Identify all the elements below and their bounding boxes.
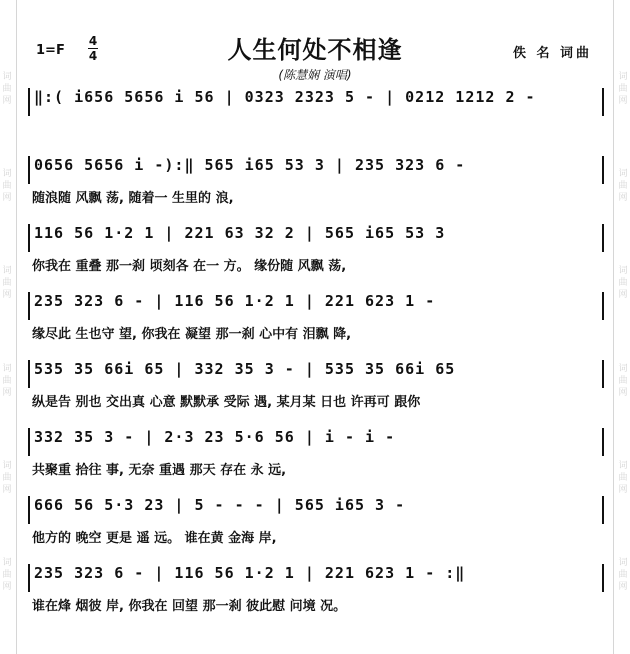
lyrics-line: 随浪随 风飘 荡, 随着一 生里的 浪,	[32, 191, 234, 205]
right-watermark	[616, 40, 630, 624]
notation-line: 666 56 5·3 23 | 5 - - - | 565 i65 3 -	[34, 496, 406, 514]
time-signature-top: 4	[88, 34, 98, 48]
lyrics-line: 你我在 重叠 那一刹 顷刻各 在一 方。 缘份随 风飘 荡,	[32, 259, 347, 273]
lyrics-line: 共聚重 拾往 事, 无奈 重遇 那天 存在 永 远,	[32, 463, 287, 477]
watermark-text: 词曲网	[618, 460, 628, 495]
notation-line: 116 56 1·2 1 | 221 63 32 2 | 565 i65 53 3	[34, 224, 446, 242]
notation-line: 235 323 6 - | 116 56 1·2 1 | 221 623 1 - :‖	[34, 564, 466, 582]
author-credit: 佚 名 词曲	[512, 46, 592, 61]
notation-line: 0656 5656 i -):‖ 565 i65 53 3 | 235 323 6 -	[34, 156, 466, 174]
score-system	[28, 564, 604, 618]
lyrics-line: 他方的 晚空 更是 遥 远。 谁在黄 金海 岸,	[32, 531, 277, 545]
score-system	[28, 360, 604, 414]
key-signature: 1=F	[36, 43, 65, 58]
lyrics-line: 缘尽此 生也守 望, 你我在 凝望 那一刹 心中有 泪飘 降,	[32, 327, 352, 341]
watermark-text: 词曲网	[2, 363, 12, 398]
watermark-text: 词曲网	[2, 71, 12, 106]
lyrics-line: 谁在烽 烟彼 岸, 你我在 回望 那一刹 彼此慰 问境 况。	[32, 599, 347, 613]
watermark-text: 词曲网	[618, 558, 628, 593]
watermark-text: 词曲网	[618, 168, 628, 203]
score-system	[28, 156, 604, 210]
notation-line: 535 35 66i 65 | 332 35 3 - | 535 35 66i 65	[34, 360, 456, 378]
score-system	[28, 88, 604, 142]
score-system	[28, 428, 604, 482]
score-system	[28, 292, 604, 346]
lyrics-line	[28, 119, 604, 137]
watermark-text: 词曲网	[2, 168, 12, 203]
watermark-text: 词曲网	[618, 363, 628, 398]
performer-credit: (陈慧娴 演唱)	[278, 68, 352, 82]
score-system	[28, 224, 604, 278]
score-system	[28, 496, 604, 550]
watermark-text: 词曲网	[2, 266, 12, 301]
notation-line: 332 35 3 - | 2·3 23 5·6 56 | i - i -	[34, 428, 396, 446]
left-border-line	[16, 0, 17, 654]
lyrics-line: 纵是告 别也 交出真 心意 默默承 受际 遇, 某月某 日也 许再可 跟你	[32, 395, 421, 409]
right-border-line	[613, 0, 614, 654]
watermark-text: 词曲网	[618, 71, 628, 106]
left-watermark	[0, 40, 14, 624]
watermark-text: 词曲网	[2, 460, 12, 495]
notation-line: ‖:( i656 5656 i 56 | 0323 2323 5 - | 0212 1212 2 -	[34, 88, 536, 106]
song-title: 人生何处不相逢	[227, 36, 403, 64]
time-signature-bottom: 4	[88, 49, 98, 63]
watermark-text: 词曲网	[618, 266, 628, 301]
notation-line: 235 323 6 - | 116 56 1·2 1 | 221 623 1 -	[34, 292, 436, 310]
watermark-text: 词曲网	[2, 558, 12, 593]
